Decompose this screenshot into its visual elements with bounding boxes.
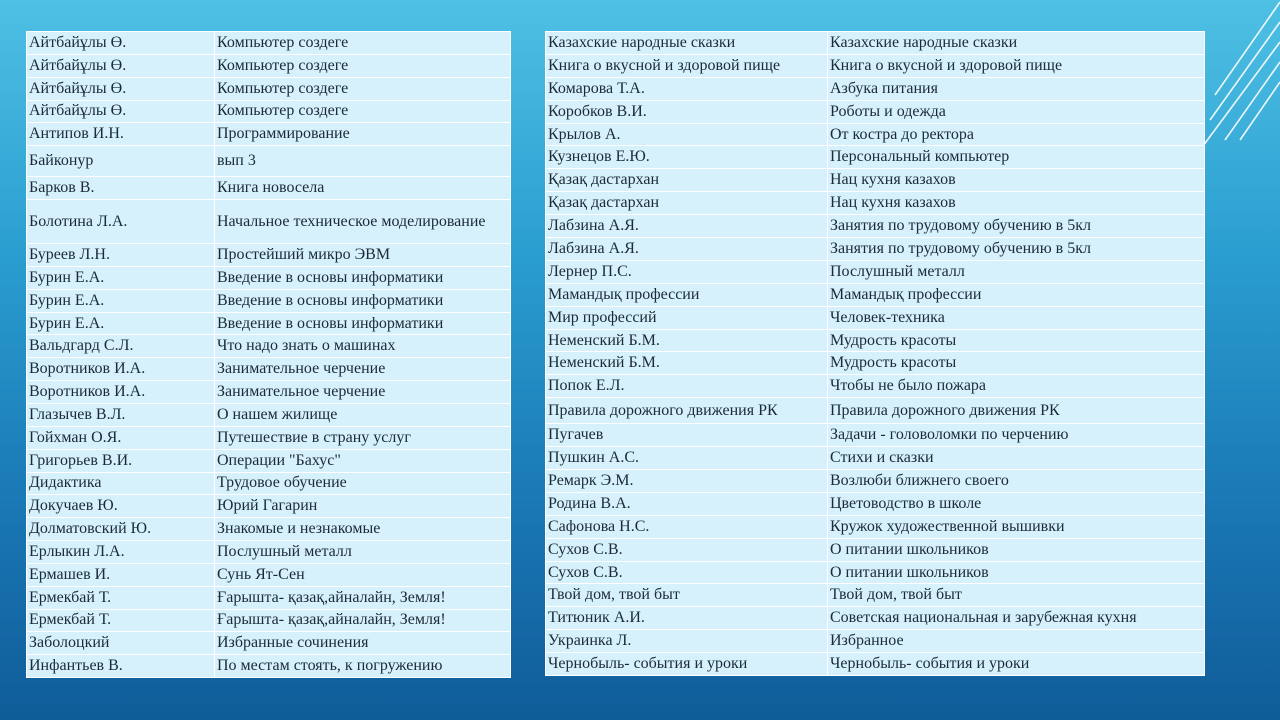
author-cell: Кузнецов Е.Ю. (546, 146, 828, 169)
table-row (546, 653, 1205, 676)
title-cell: Компьютер создеге (215, 32, 511, 55)
title-cell: Кружок художественной вышивки (828, 515, 1205, 538)
title-cell: Введение в основы информатики (215, 266, 511, 289)
author-cell: Неменский Б.М. (546, 329, 828, 352)
title-cell: Занимательное черчение (215, 381, 511, 404)
author-cell: Глазычев В.Л. (27, 403, 215, 426)
author-cell: Ермекбай Т. (27, 609, 215, 632)
author-cell: Лернер П.С. (546, 260, 828, 283)
author-cell: Лабзина А.Я. (546, 215, 828, 238)
author-cell: Чернобыль- события и уроки (546, 653, 828, 676)
title-cell: Мамандық профессии (828, 283, 1205, 306)
author-cell: Долматовский Ю. (27, 518, 215, 541)
table-row (546, 77, 1205, 100)
author-cell: Попок Е.Л. (546, 375, 828, 398)
title-cell: По местам стоять, к погружению (215, 655, 511, 678)
author-cell: Болотина Л.А. (27, 200, 215, 244)
author-cell: Ермашев И. (27, 563, 215, 586)
author-cell: Бурин Е.А. (27, 266, 215, 289)
table-row (546, 375, 1205, 398)
table-row (27, 312, 511, 335)
author-cell: Барков В. (27, 177, 215, 200)
author-cell: Буреев Л.Н. (27, 244, 215, 267)
table-row (27, 266, 511, 289)
title-cell: Задачи - головоломки по черчению (828, 424, 1205, 447)
table-row (546, 447, 1205, 470)
title-cell: Мудрость красоты (828, 352, 1205, 375)
author-cell: Дидактика (27, 472, 215, 495)
title-cell: Занятия по трудовому обучению в 5кл (828, 215, 1205, 238)
title-cell: Чернобыль- события и уроки (828, 653, 1205, 676)
table-row (546, 607, 1205, 630)
title-cell: Книга новосела (215, 177, 511, 200)
table-row (546, 584, 1205, 607)
author-cell: Айтбайұлы Ө. (27, 100, 215, 123)
table-row (546, 630, 1205, 653)
title-cell: Ғарышта- қазақ,айналайн, Земля! (215, 609, 511, 632)
title-cell: От костра до ректора (828, 123, 1205, 146)
table-row (27, 655, 511, 678)
table-row (27, 495, 511, 518)
table-row (546, 515, 1205, 538)
table-row (546, 32, 1205, 55)
author-cell: Воротников И.А. (27, 358, 215, 381)
title-cell: Послушный металл (828, 260, 1205, 283)
author-cell: Ермекбай Т. (27, 586, 215, 609)
table-row (27, 289, 511, 312)
table-row (27, 609, 511, 632)
author-cell: Твой дом, твой быт (546, 584, 828, 607)
author-cell: Қазақ дастархан (546, 192, 828, 215)
author-cell: Григорьев В.И. (27, 449, 215, 472)
author-cell: Неменский Б.М. (546, 352, 828, 375)
table-row (27, 472, 511, 495)
table-row (546, 215, 1205, 238)
table-row (27, 563, 511, 586)
table-row (546, 561, 1205, 584)
table-row (27, 146, 511, 177)
title-cell: Простейший микро ЭВМ (215, 244, 511, 267)
table-row (27, 449, 511, 472)
table-row (27, 123, 511, 146)
author-cell: Айтбайұлы Ө. (27, 54, 215, 77)
title-cell: Компьютер создеге (215, 54, 511, 77)
author-cell: Докучаев Ю. (27, 495, 215, 518)
author-cell: Қазақ дастархан (546, 169, 828, 192)
author-cell: Сухов С.В. (546, 538, 828, 561)
author-cell: Коробков В.И. (546, 100, 828, 123)
table-row (27, 403, 511, 426)
table-row (27, 381, 511, 404)
title-cell: Юрий Гагарин (215, 495, 511, 518)
author-cell: Украинка Л. (546, 630, 828, 653)
title-cell: Знакомые и незнакомые (215, 518, 511, 541)
title-cell: Операции "Бахус" (215, 449, 511, 472)
title-cell: Занятия по трудовому обучению в 5кл (828, 238, 1205, 261)
title-cell: Правила дорожного движения РК (828, 398, 1205, 424)
table-row (27, 54, 511, 77)
table-row (27, 77, 511, 100)
table-row (27, 244, 511, 267)
title-cell: Послушный металл (215, 541, 511, 564)
table-row (27, 100, 511, 123)
author-cell: Казахские народные сказки (546, 32, 828, 55)
author-cell: Бурин Е.А. (27, 289, 215, 312)
author-cell: Инфантьев В. (27, 655, 215, 678)
title-cell: Избранные сочинения (215, 632, 511, 655)
table-row (546, 306, 1205, 329)
title-cell: Казахские народные сказки (828, 32, 1205, 55)
title-cell: Путешествие в страну услуг (215, 426, 511, 449)
author-cell: Лабзина А.Я. (546, 238, 828, 261)
right-book-table (545, 31, 1205, 676)
table-row (27, 200, 511, 244)
author-cell: Ерлыкин Л.А. (27, 541, 215, 564)
table-row (546, 123, 1205, 146)
title-cell: Нац кухня казахов (828, 192, 1205, 215)
title-cell: Введение в основы информатики (215, 312, 511, 335)
table-row (27, 32, 511, 55)
author-cell: Вальдгард С.Л. (27, 335, 215, 358)
title-cell: Персональный компьютер (828, 146, 1205, 169)
author-cell: Воротников И.А. (27, 381, 215, 404)
table-row (27, 358, 511, 381)
title-cell: Ғарышта- қазақ,айналайн, Земля! (215, 586, 511, 609)
table-row (546, 470, 1205, 493)
author-cell: Крылов А. (546, 123, 828, 146)
table-row (546, 538, 1205, 561)
title-cell: Возлюби ближнего своего (828, 470, 1205, 493)
author-cell: Айтбайұлы Ө. (27, 77, 215, 100)
table-row (27, 541, 511, 564)
title-cell: Мудрость красоты (828, 329, 1205, 352)
table-row (27, 335, 511, 358)
title-cell: Введение в основы информатики (215, 289, 511, 312)
table-row (27, 426, 511, 449)
table-row (546, 283, 1205, 306)
author-cell: Титюник А.И. (546, 607, 828, 630)
table-row (546, 492, 1205, 515)
table-row (546, 54, 1205, 77)
author-cell: Книга о вкусной и здоровой пище (546, 54, 828, 77)
table-row (546, 146, 1205, 169)
title-cell: Нац кухня казахов (828, 169, 1205, 192)
title-cell: Компьютер создеге (215, 77, 511, 100)
table-row (27, 586, 511, 609)
author-cell: Сафонова Н.С. (546, 515, 828, 538)
title-cell: О нашем жилище (215, 403, 511, 426)
title-cell: Сунь Ят-Сен (215, 563, 511, 586)
author-cell: Айтбайұлы Ө. (27, 32, 215, 55)
author-cell: Мамандық профессии (546, 283, 828, 306)
left-book-table (26, 31, 511, 678)
author-cell: Правила дорожного движения РК (546, 398, 828, 424)
author-cell: Мир профессий (546, 306, 828, 329)
table-row (546, 238, 1205, 261)
table-row (27, 177, 511, 200)
table-row (546, 260, 1205, 283)
author-cell: Ремарк Э.М. (546, 470, 828, 493)
table-row (546, 169, 1205, 192)
title-cell: Начальное техническое моделирование (215, 200, 511, 244)
title-cell: Твой дом, твой быт (828, 584, 1205, 607)
title-cell: Трудовое обучение (215, 472, 511, 495)
title-cell: Азбука питания (828, 77, 1205, 100)
author-cell: Бурин Е.А. (27, 312, 215, 335)
title-cell: Книга о вкусной и здоровой пище (828, 54, 1205, 77)
title-cell: Программирование (215, 123, 511, 146)
title-cell: вып 3 (215, 146, 511, 177)
author-cell: Родина В.А. (546, 492, 828, 515)
title-cell: О питании школьников (828, 561, 1205, 584)
table-row (546, 192, 1205, 215)
title-cell: Роботы и одежда (828, 100, 1205, 123)
title-cell: Избранное (828, 630, 1205, 653)
title-cell: Что надо знать о машинах (215, 335, 511, 358)
author-cell: Пугачев (546, 424, 828, 447)
title-cell: Цветоводство в школе (828, 492, 1205, 515)
title-cell: Чтобы не было пожара (828, 375, 1205, 398)
table-row (27, 632, 511, 655)
title-cell: Компьютер создеге (215, 100, 511, 123)
author-cell: Заболоцкий (27, 632, 215, 655)
table-row (27, 518, 511, 541)
author-cell: Сухов С.В. (546, 561, 828, 584)
table-row (546, 329, 1205, 352)
author-cell: Гойхман О.Я. (27, 426, 215, 449)
table-row (546, 398, 1205, 424)
title-cell: Советская национальная и зарубежная кухня (828, 607, 1205, 630)
table-row (546, 352, 1205, 375)
title-cell: О питании школьников (828, 538, 1205, 561)
author-cell: Байконур (27, 146, 215, 177)
author-cell: Пушкин А.С. (546, 447, 828, 470)
author-cell: Антипов И.Н. (27, 123, 215, 146)
table-row (546, 424, 1205, 447)
author-cell: Комарова Т.А. (546, 77, 828, 100)
table-row (546, 100, 1205, 123)
title-cell: Занимательное черчение (215, 358, 511, 381)
title-cell: Человек-техника (828, 306, 1205, 329)
title-cell: Стихи и сказки (828, 447, 1205, 470)
